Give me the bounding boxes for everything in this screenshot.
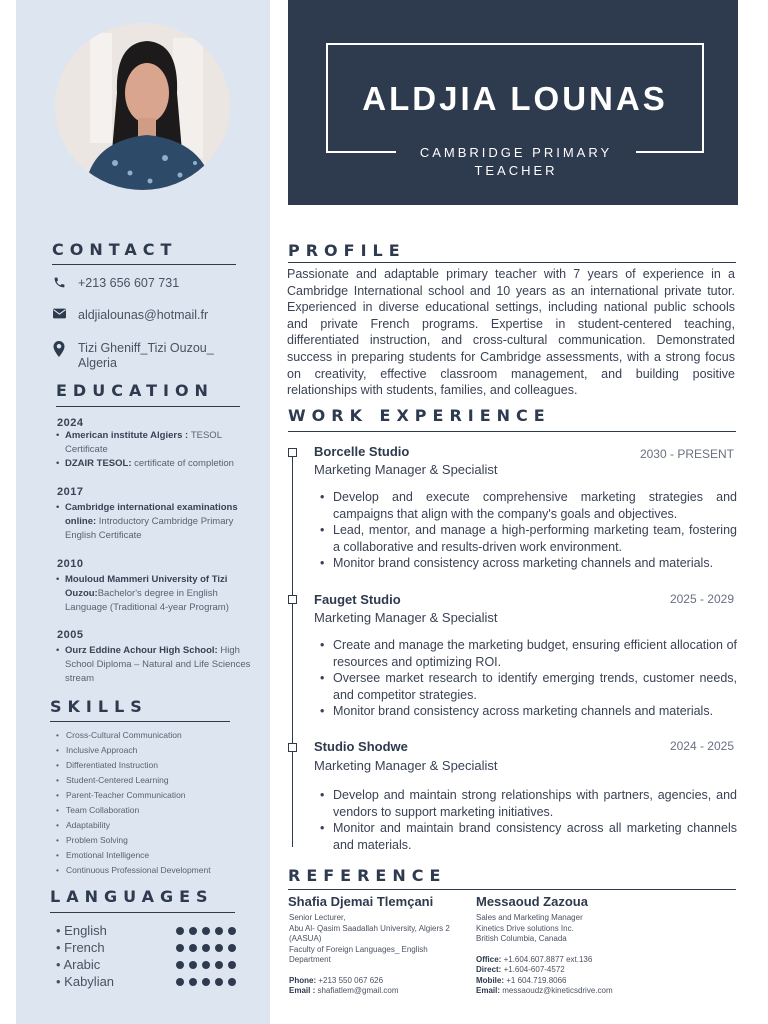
reference-line: Senior Lecturer, [289, 913, 346, 922]
reference-line: Faculty of Foreign Languages_ English Department [289, 944, 428, 964]
languages-list [56, 922, 236, 990]
job-title: Marketing Manager & Specialist [314, 462, 498, 477]
education-item: • American institute Algiers : TESOL Certificate [65, 429, 255, 457]
contact-heading: CONTACT [52, 240, 178, 259]
reference-details [476, 913, 676, 997]
language-item [56, 922, 236, 939]
job-bullet: • Monitor brand consistency across marketing channels and materials. [333, 703, 737, 720]
reference-contact: Mobile: +1 604.719.8066 [476, 975, 567, 985]
timeline-marker [288, 595, 297, 604]
level-dot [189, 944, 197, 952]
name-frame [326, 43, 704, 153]
skills-rule [50, 721, 230, 722]
skill-item: • Parent-Teacher Communication [56, 789, 211, 804]
education-year: 2024 [57, 417, 84, 429]
contact-rule [52, 264, 236, 265]
reference-rule [288, 889, 736, 890]
timeline-line [292, 452, 293, 847]
job-company: Fauget Studio [314, 592, 401, 607]
level-dot [215, 978, 223, 986]
reference-name: Messaoud Zazoua [476, 894, 588, 909]
job-role: CAMBRIDGE PRIMARY TEACHER [396, 140, 636, 185]
level-dot [215, 961, 223, 969]
reference-contact: Email: messaoudz@kineticsdrive.com [476, 986, 613, 995]
level-dot [228, 961, 236, 969]
skill-item: • Differentiated Instruction [56, 759, 211, 774]
profile-photo [55, 23, 230, 190]
language-name: • Kabylian [56, 974, 114, 989]
skill-item: • Problem Solving [56, 834, 211, 849]
skill-item: • Emotional Intelligence [56, 849, 211, 864]
job-bullet: • Monitor and maintain brand consistency across all marketing channels and materials. [333, 820, 737, 853]
languages-heading: LANGUAGES [50, 887, 214, 906]
profile-rule [288, 262, 736, 263]
languages-rule [50, 912, 235, 913]
profile-heading: PROFILE [288, 241, 406, 260]
contact-email [52, 308, 208, 322]
education-year: 2005 [57, 629, 84, 641]
job-bullets [333, 489, 737, 572]
profile-text: Passionate and adaptable primary teacher with 7 years of experience in a Cambridge International school and 10 years as an international private tutor. Experienced in diverse educational settings, including national public schools and private French programs. Expertise in student-centered teaching, differentiated instruction, and cross-cultural communication. Demonstrated success in preparing students for Cambridge assessments, with a strong focus on creativity, effective classroom management, and building positive relationships with students, families, and colleagues. [287, 267, 735, 398]
education-item: • DZAIR TESOL: certificate of completion [65, 457, 255, 471]
person-name: ALDJIA LOUNAS [362, 80, 668, 117]
language-level [176, 944, 236, 952]
language-name: • French [56, 940, 105, 955]
reference-name: Shafia Djemai Tlemçani [288, 894, 434, 909]
language-level [176, 978, 236, 986]
job-dates: 2025 - 2029 [669, 592, 734, 606]
education-year: 2017 [57, 486, 84, 498]
phone-icon [52, 276, 66, 289]
timeline-marker [288, 448, 297, 457]
level-dot [202, 978, 210, 986]
reference-heading: REFERENCE [288, 866, 447, 885]
reference-line: Abu Al- Qasim Saadallah University, Algiers 2 (AASUA) [289, 923, 450, 943]
language-item [56, 973, 236, 990]
level-dot [228, 927, 236, 935]
reference-line: Kinetics Drive solutions Inc. [476, 923, 574, 933]
education-heading: EDUCATION [56, 381, 214, 400]
level-dot [215, 944, 223, 952]
level-dot [202, 961, 210, 969]
work-heading: WORK EXPERIENCE [288, 406, 551, 425]
language-item [56, 956, 236, 973]
skill-item: • Student-Centered Learning [56, 774, 211, 789]
language-level [176, 927, 236, 935]
job-bullet: • Lead, mentor, and manage a high-performing marketing team, fostering a collaborative and results-driven work environment. [333, 522, 737, 555]
education-year: 2010 [57, 558, 84, 570]
reference-line: Sales and Marketing Manager [476, 913, 583, 922]
level-dot [189, 961, 197, 969]
contact-phone [52, 276, 179, 290]
language-name: • Arabic [56, 957, 100, 972]
language-name: • English [56, 923, 107, 938]
job-bullet: • Develop and maintain strong relationships with partners, agencies, and vendors to support marketing initiatives. [333, 787, 737, 820]
skills-heading: SKILLS [50, 697, 148, 716]
skill-item: • Adaptability [56, 819, 211, 834]
job-bullets [333, 787, 737, 853]
reference-details [289, 913, 467, 997]
skill-item: • Team Collaboration [56, 804, 211, 819]
level-dot [228, 944, 236, 952]
job-bullet: • Monitor brand consistency across marketing channels and materials. [333, 555, 737, 572]
job-company: Studio Shodwe [314, 739, 408, 754]
level-dot [215, 927, 223, 935]
education-item: • Ourz Eddine Achour High School: High School Diploma – Natural and Life Sciences stream [65, 644, 255, 686]
mail-icon [52, 308, 66, 319]
phone-number[interactable]: +213 656 607 731 [78, 276, 180, 290]
job-bullet: • Oversee market research to identify emerging trends, customer needs, and competitor strategies. [333, 670, 737, 703]
location-pin-icon [52, 341, 66, 357]
level-dot [189, 927, 197, 935]
level-dot [176, 944, 184, 952]
job-dates: 2024 - 2025 [669, 739, 734, 753]
work-rule [288, 431, 736, 432]
reference-contact: Phone: +213 550 067 626 [289, 975, 384, 985]
level-dot [202, 927, 210, 935]
level-dot [228, 978, 236, 986]
level-dot [176, 927, 184, 935]
level-dot [176, 961, 184, 969]
education-item: • Cambridge international examinations online: Introductory Cambridge Primary English Certificate [65, 501, 255, 543]
email-address[interactable]: aldjialounas@hotmail.fr [78, 308, 209, 322]
job-bullets [333, 637, 737, 720]
reference-contact: Office: +1.604.607.8877 ext.136 [476, 954, 593, 964]
job-bullet: • Create and manage the marketing budget, ensuring efficient allocation of resources and optimizing ROI. [333, 637, 737, 670]
reference-contact: Email : shafiatlem@gmail.com [289, 986, 399, 995]
timeline-marker [288, 743, 297, 752]
level-dot [176, 978, 184, 986]
contact-address [52, 341, 227, 371]
skill-item: • Cross-Cultural Communication [56, 729, 211, 744]
skills-list [56, 729, 211, 879]
skill-item: • Inclusive Approach [56, 744, 211, 759]
language-item [56, 939, 236, 956]
education-rule [56, 406, 240, 407]
header-banner [288, 0, 738, 205]
job-bullet: • Develop and execute comprehensive marketing strategies and campaigns that align with the company's goals and objectives. [333, 489, 737, 522]
skill-item: • Continuous Professional Development [56, 864, 211, 879]
reference-contact: Direct: +1.604-607-4572 [476, 965, 565, 974]
job-dates: 2030 - PRESENT [639, 447, 734, 461]
reference-line: British Columbia, Canada [476, 934, 567, 943]
job-title: Marketing Manager & Specialist [314, 610, 498, 625]
level-dot [189, 978, 197, 986]
job-company: Borcelle Studio [314, 444, 410, 459]
language-level [176, 961, 236, 969]
job-title: Marketing Manager & Specialist [314, 758, 498, 773]
education-item: • Mouloud Mammeri University of Tizi Ouzou:Bachelor's degree in English Language (Traditional 4-year Program) [65, 573, 255, 615]
level-dot [202, 944, 210, 952]
address-text: Tizi Gheniff_Tizi Ouzou_ Algeria [78, 341, 214, 370]
